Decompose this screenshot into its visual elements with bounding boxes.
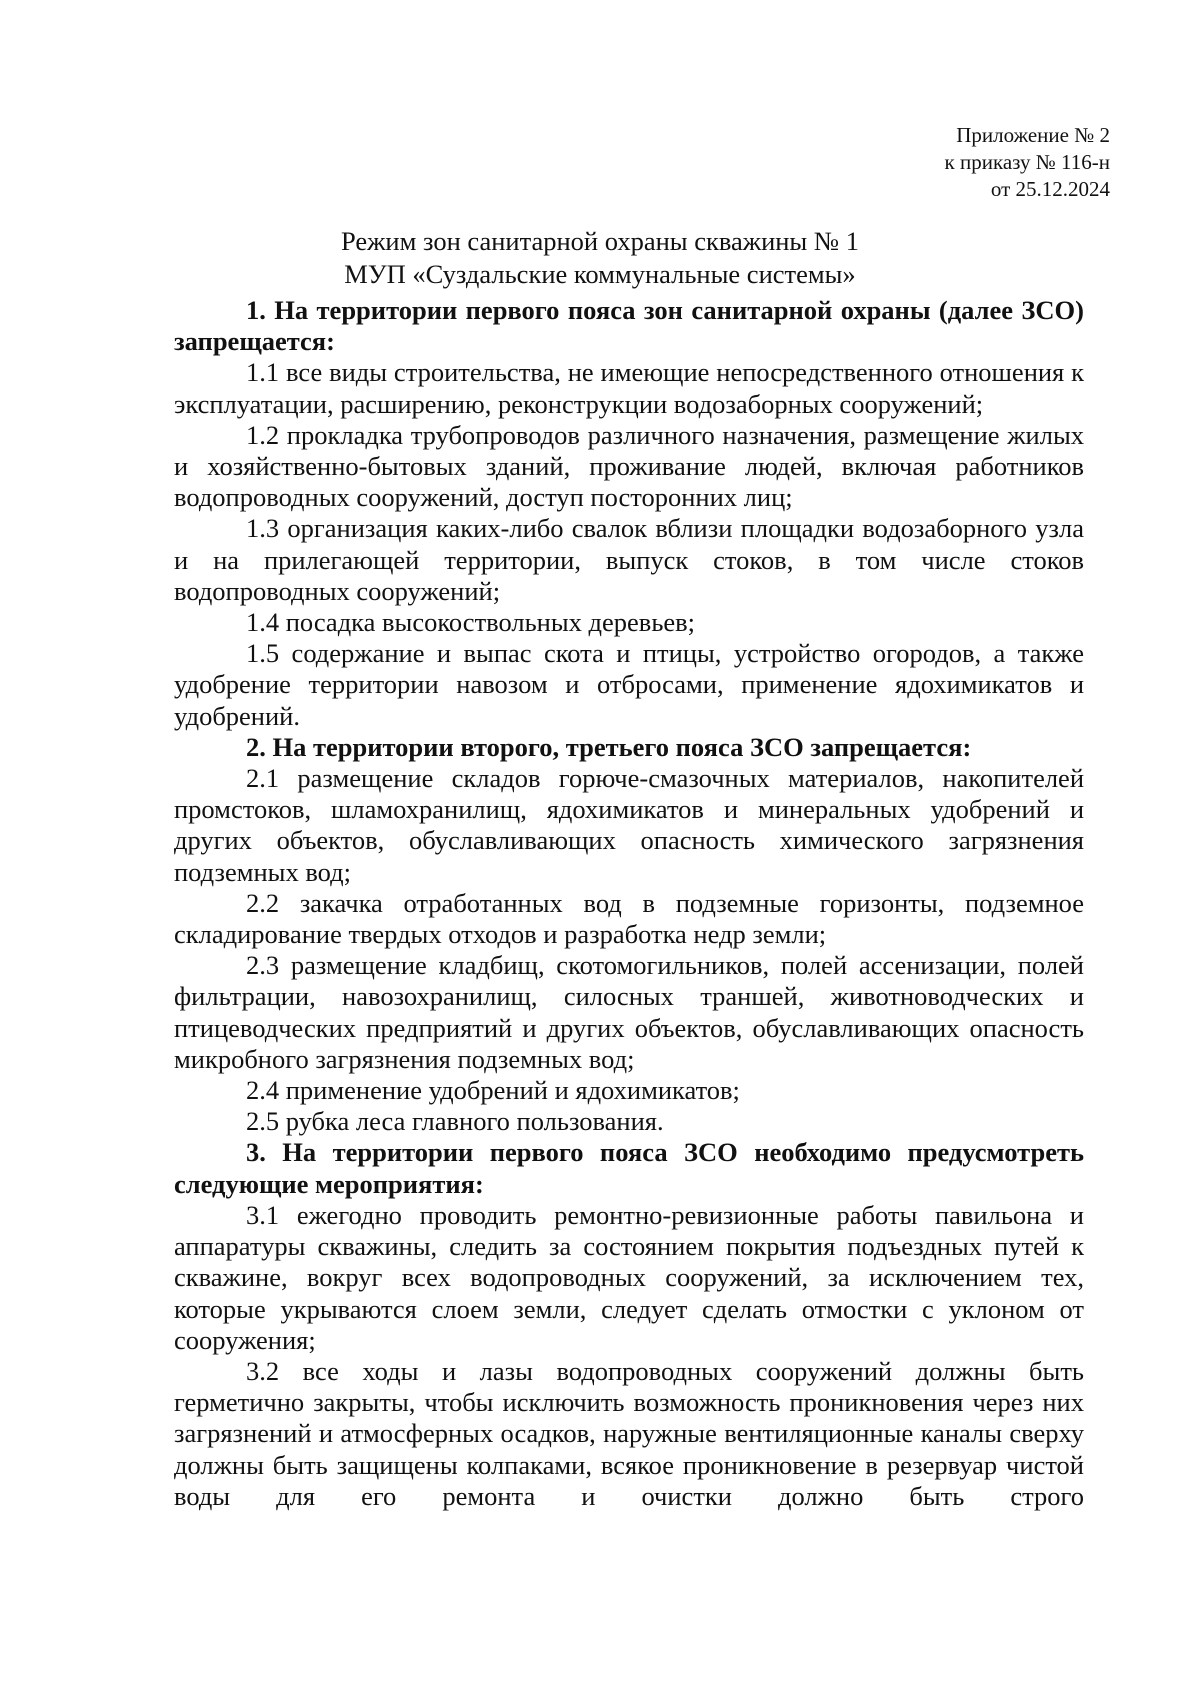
item-1-1: 1.1 все виды строительства, не имеющие непосредственного отношения к эксплуатации, расширению, реконструкции водозаборных сооружений; <box>174 357 1084 419</box>
section-1-heading: 1. На территории первого пояса зон санитарной охраны (далее ЗСО) запрещается: <box>174 295 1084 357</box>
item-2-3: 2.3 размещение кладбищ, скотомогильников, полей ассенизации, полей фильтрации, навозохранилищ, силосных траншей, животноводческих и птицеводческих предприятий и других объектов, обуславливающих опасность микробного загрязнения подземных вод; <box>174 950 1084 1074</box>
item-1-4: 1.4 посадка высокоствольных деревьев; <box>246 607 696 638</box>
item-1-2: 1.2 прокладка трубопроводов различного назначения, размещение жилых и хозяйственно-бытовых зданий, проживание людей, включая работников водопроводных сооружений, доступ посторонних лиц; <box>174 419 1084 513</box>
appendix-reference <box>945 122 1110 203</box>
document-title <box>0 225 1200 291</box>
item-2-4: 2.4 применение удобрений и ядохимикатов; <box>246 1075 740 1106</box>
item-1-3: 1.3 организация каких-либо свалок вблизи площадки водозаборного узла и на прилегающей территории, выпуск стоков, в том числе стоков водопроводных сооружений; <box>174 513 1084 606</box>
appendix-number: Приложение № 2 <box>956 123 1110 147</box>
item-3-1: 3.1 ежегодно проводить ремонтно-ревизионные работы павильона и аппаратуры скважины, следить за состоянием покрытия подъездных путей к скважине, вокруг всех водопроводных сооружений, за исключением тех, которые укрываются слоем земли, следует сделать отмостки с уклоном от сооружения; <box>174 1199 1084 1355</box>
item-2-5: 2.5 рубка леса главного пользования. <box>246 1106 664 1137</box>
section-2-heading: 2. На территории второго, третьего пояса ЗСО запрещается: <box>246 731 972 762</box>
item-2-2: 2.2 закачка отработанных вод в подземные горизонты, подземное складирование твердых отходов и разработка недр земли; <box>174 887 1084 950</box>
order-date: от 25.12.2024 <box>990 177 1110 201</box>
order-number: к приказу № 116-н <box>944 150 1110 174</box>
item-2-1: 2.1 размещение складов горюче-смазочных материалов, накопителей промстоков, шламохранилищ, ядохимикатов и минеральных удобрений и других объектов, обуславливающих опасность химического загрязнения подземных вод; <box>174 763 1084 887</box>
title-line-2: МУП «Суздальские коммунальные системы» <box>344 259 856 289</box>
item-3-2: 3.2 все ходы и лазы водопроводных сооружений должны быть герметично закрыты, чтобы исключить возможность проникновения через них загрязнений и атмосферных осадков, наружные вентиляционные каналы сверху должны быть защищены колпаками, всякое проникновение в резервуар чистой воды для его ремонта и очистки должно быть строго <box>174 1355 1084 1511</box>
title-line-1: Режим зон санитарной охраны скважины № 1 <box>340 226 860 256</box>
item-1-5: 1.5 содержание и выпас скота и птицы, устройство огородов, а также удобрение территории навозом и отбросами, применение ядохимикатов и удобрений. <box>174 638 1084 731</box>
section-3-heading: 3. На территории первого пояса ЗСО необходимо предусмотреть следующие мероприятия: <box>174 1137 1084 1199</box>
document-body <box>174 295 1084 1512</box>
